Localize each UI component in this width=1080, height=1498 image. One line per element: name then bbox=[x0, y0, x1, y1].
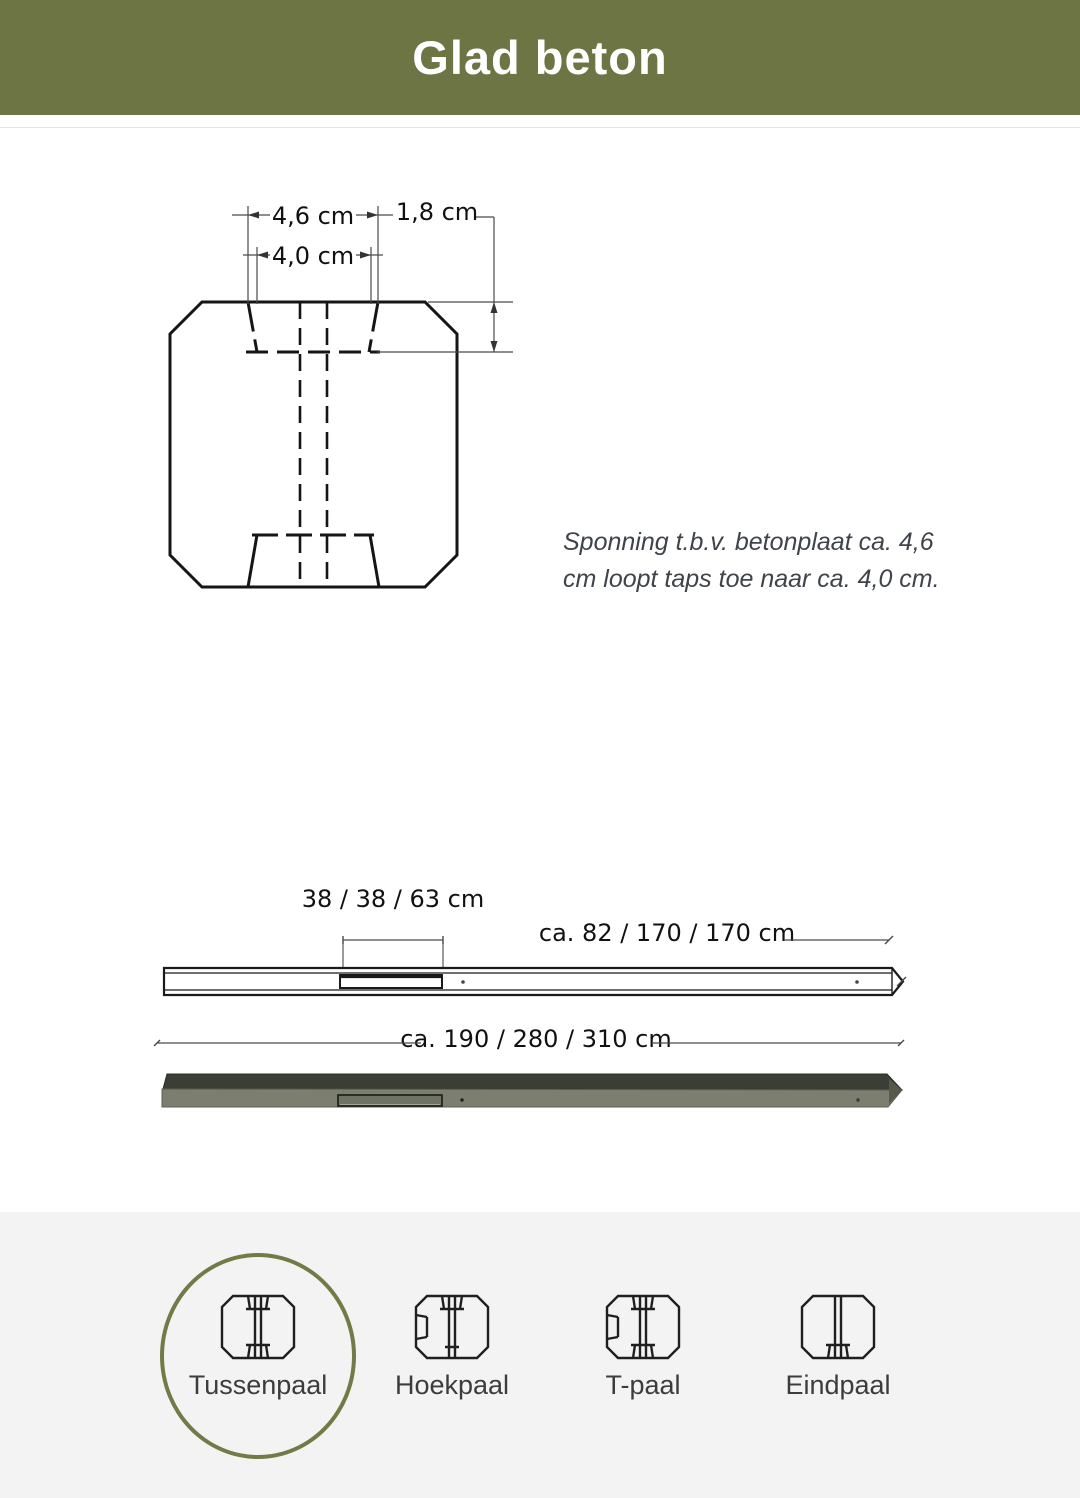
mark-dot bbox=[460, 1098, 463, 1101]
arrow-left bbox=[257, 252, 268, 259]
post-type-label: Eindpaal bbox=[785, 1370, 891, 1400]
post-type-label: Hoekpaal bbox=[394, 1370, 510, 1400]
post-type-label: Tussenpaal bbox=[188, 1370, 328, 1400]
dim-recess-label: 38 / 38 / 63 cm bbox=[301, 885, 485, 913]
sponning-top-right-slant bbox=[369, 302, 378, 352]
eindpaal-icon bbox=[800, 1294, 876, 1360]
mark-dot bbox=[461, 980, 465, 984]
post-type-tussenpaal[interactable] bbox=[158, 1294, 358, 1401]
cross-section-drawing bbox=[0, 130, 1080, 710]
post-side-outline bbox=[164, 968, 903, 995]
mark-dot bbox=[856, 1098, 859, 1101]
header-bar bbox=[0, 0, 1080, 115]
post-type-hoekpaal[interactable] bbox=[352, 1294, 552, 1401]
sponning-bottom-left-slant bbox=[248, 535, 257, 587]
sponning-top-left-slant bbox=[248, 302, 257, 352]
hoekpaal-icon bbox=[414, 1294, 490, 1360]
post-type-t-paal[interactable] bbox=[543, 1294, 743, 1401]
page-title: Glad beton bbox=[412, 31, 668, 84]
sponning-note bbox=[563, 524, 963, 598]
concrete-post-top-face bbox=[163, 1074, 902, 1090]
arrow-left bbox=[248, 212, 259, 219]
sponning-note-line1: Sponning t.b.v. betonplaat ca. 4,6 bbox=[563, 528, 934, 556]
t-paal-icon bbox=[605, 1294, 681, 1360]
dim-total-label: ca. 190 / 280 / 310 cm bbox=[400, 1025, 672, 1053]
arrow-right bbox=[367, 212, 378, 219]
arrow-right bbox=[360, 252, 371, 259]
post-type-eindpaal[interactable] bbox=[738, 1294, 938, 1401]
side-view-drawing bbox=[0, 860, 1080, 1160]
sponning-bottom-right-slant bbox=[370, 535, 379, 587]
tussenpaal-icon bbox=[220, 1294, 296, 1360]
header-divider bbox=[0, 127, 1080, 128]
dim-above-ground-label: ca. 82 / 170 / 170 cm bbox=[538, 919, 796, 947]
concrete-post-front-face bbox=[162, 1089, 902, 1107]
mark-dot bbox=[855, 980, 859, 984]
post-profile-outline bbox=[170, 302, 457, 587]
dim-inner-label: 4,0 cm bbox=[271, 242, 355, 270]
sponning-note-line2: cm loopt taps toe naar ca. 4,0 cm. bbox=[563, 565, 940, 593]
arrow-down bbox=[491, 341, 498, 352]
arrow-up bbox=[491, 302, 498, 313]
dim-depth-label: 1,8 cm bbox=[395, 198, 479, 226]
post-type-label: T-paal bbox=[605, 1370, 681, 1400]
dim-outer-label: 4,6 cm bbox=[271, 202, 355, 230]
